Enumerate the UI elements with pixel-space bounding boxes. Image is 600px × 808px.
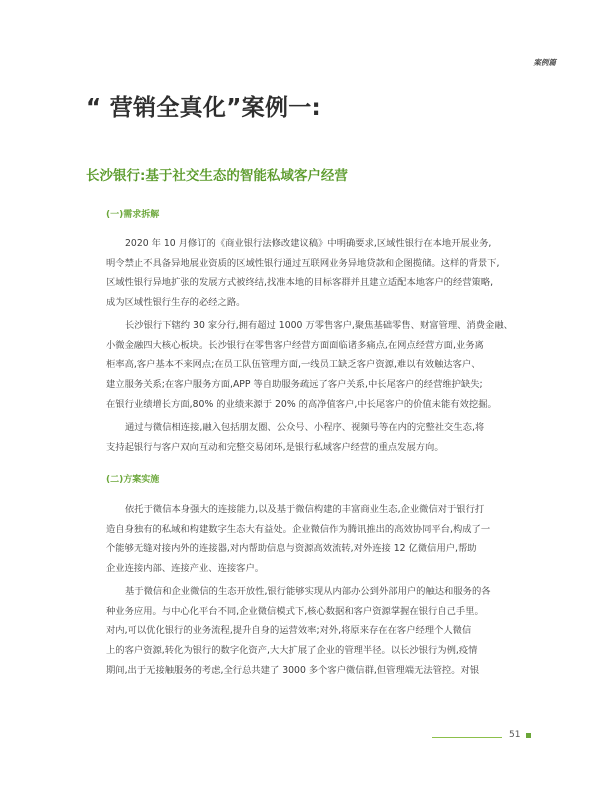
text-line: 2020 年 10 月修订的《商业银行法修改建议稿》中明确要求,区域性银行在本地开展业务, <box>125 238 492 249</box>
text-line: 建立服务关系;在客户服务方面,APP 等自助服务疏远了客户关系,中长尾客户的经营维护缺失; <box>106 379 483 391</box>
page-marker-square <box>526 733 531 738</box>
text-line: 依托于微信本身强大的连接能力,以及基于微信构建的丰富商业生态,企业微信对于银行打 <box>125 504 485 515</box>
text-line: 对内,可以优化银行的业务流程,提升自身的运营效率;对外,将原来存在在客户经理个人微信 <box>106 625 472 637</box>
text-line: 通过与微信相连接,融入包括朋友圈、公众号、小程序、视频号等在内的完整社交生态,将 <box>125 422 485 433</box>
paragraph <box>106 500 538 579</box>
paragraph <box>106 234 538 313</box>
text-line: 期间,出于无接触服务的考虑,全行总共建了 3000 多个客户微信群,但管理端无法管控。对银 <box>106 664 480 676</box>
paragraph <box>106 418 538 457</box>
text-line: 小微金融四大核心板块。长沙银行在零售客户经营方面面临诸多痛点,在网点经营方面,业务离 <box>106 339 484 351</box>
text-line: 柜率高,客户基本不来网点;在员工队伍管理方面,一线员工缺乏客户资源,难以有效触达客户、 <box>106 359 481 371</box>
text-line: 基于微信和企业微信的生态开放性,银行能够实现从内部办公到外部用户的触达和服务的各 <box>125 586 491 597</box>
footer-rule <box>432 737 502 738</box>
page-title: “ 营销全真化”案例一: <box>86 95 322 121</box>
section-heading-requirements: (一)需求拆解 <box>106 210 160 220</box>
text-line: 种业务应用。与中心化平台不同,企业微信模式下,核心数据和客户资源掌握在银行自己手里。 <box>106 605 484 617</box>
text-line: 支持起银行与客户双向互动和完整交易闭环,是银行私域客户经营的重点发展方向。 <box>106 441 444 453</box>
page-number: 51 <box>509 730 521 740</box>
text-line: 区域性银行异地扩张的发展方式被终结,找准本地的目标客群并且建立适配本地客户的经营策略, <box>106 277 494 289</box>
text-line: 在银行业绩增长方面,80% 的业绩来源于 20% 的高净值客户,中长尾客户的价值未能有效挖掘。 <box>106 398 497 410</box>
text-line: 长沙银行下辖约 30 家分行,拥有超过 1000 万零售客户,聚焦基础零售、财富管理、消费金融、 <box>125 320 513 331</box>
chapter-tag: 案例篇 <box>533 58 556 67</box>
text-line: 企业连接内部、连接产业、连接客户。 <box>106 563 265 575</box>
text-line: 明令禁止不具备异地展业资质的区域性银行通过互联网业务异地贷款和企图揽储。这样的背景下, <box>106 257 500 269</box>
paragraph <box>106 582 538 681</box>
text-line: 成为区域性银行生存的必经之路。 <box>106 297 246 309</box>
text-line: 个能够无缝对接内外的连接器,对内帮助信息与资源高效流转,对外连接 12 亿微信用户,帮助 <box>106 543 477 555</box>
text-line: 上的客户资源,转化为银行的数字化资产,大大扩展了企业的管理半径。以长沙银行为例,疫情 <box>106 645 478 657</box>
case-subtitle: 长沙银行:基于社交生态的智能私域客户经营 <box>86 168 348 184</box>
paragraph <box>106 316 538 415</box>
text-line: 造自身独有的私域和构建数字生态大有益处。企业微信作为腾讯推出的高效协同平台,构成了一 <box>106 523 491 535</box>
section-heading-implementation: (二)方案实施 <box>106 475 160 485</box>
